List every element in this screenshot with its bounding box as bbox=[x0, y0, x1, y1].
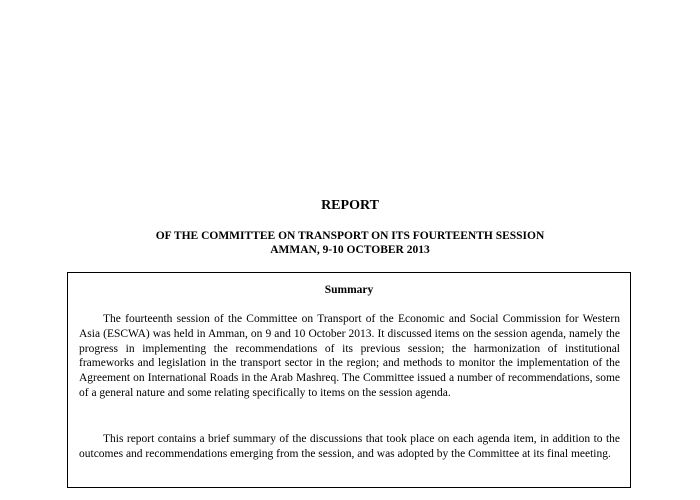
summary-box bbox=[67, 272, 631, 488]
subtitle-line-committee: OF THE COMMITTEE ON TRANSPORT ON ITS FOURTEENTH SESSION bbox=[155, 230, 545, 242]
summary-paragraph-2: This report contains a brief summary of the discussions that took place on each agenda item, in addition to the outcomes and recommendations emerging from the session, and was adopted by the Committee at its final meeting. bbox=[79, 433, 620, 460]
summary-paragraph-1: The fourteenth session of the Committee on Transport of the Economic and Social Commission for Western Asia (ESCWA) was held in Amman, on 9 and 10 October 2013. It discussed items on the session agenda, namely the progress in implementing the recommendations of its previous session; the harmonization of institutional frameworks and legislation in the transport sector in the region; and methods to monitor the implementation of the Agreement on International Roads in the Arab Mashreq. The Committee issued a number of recommendations, some of a general nature and some relating specifically to items on the session agenda. bbox=[79, 313, 620, 399]
report-subtitle bbox=[0, 229, 700, 257]
summary-heading: Summary bbox=[324, 284, 374, 296]
report-title: REPORT bbox=[321, 198, 379, 213]
subtitle-line-venue-date: AMMAN, 9-10 OCTOBER 2013 bbox=[270, 244, 430, 256]
